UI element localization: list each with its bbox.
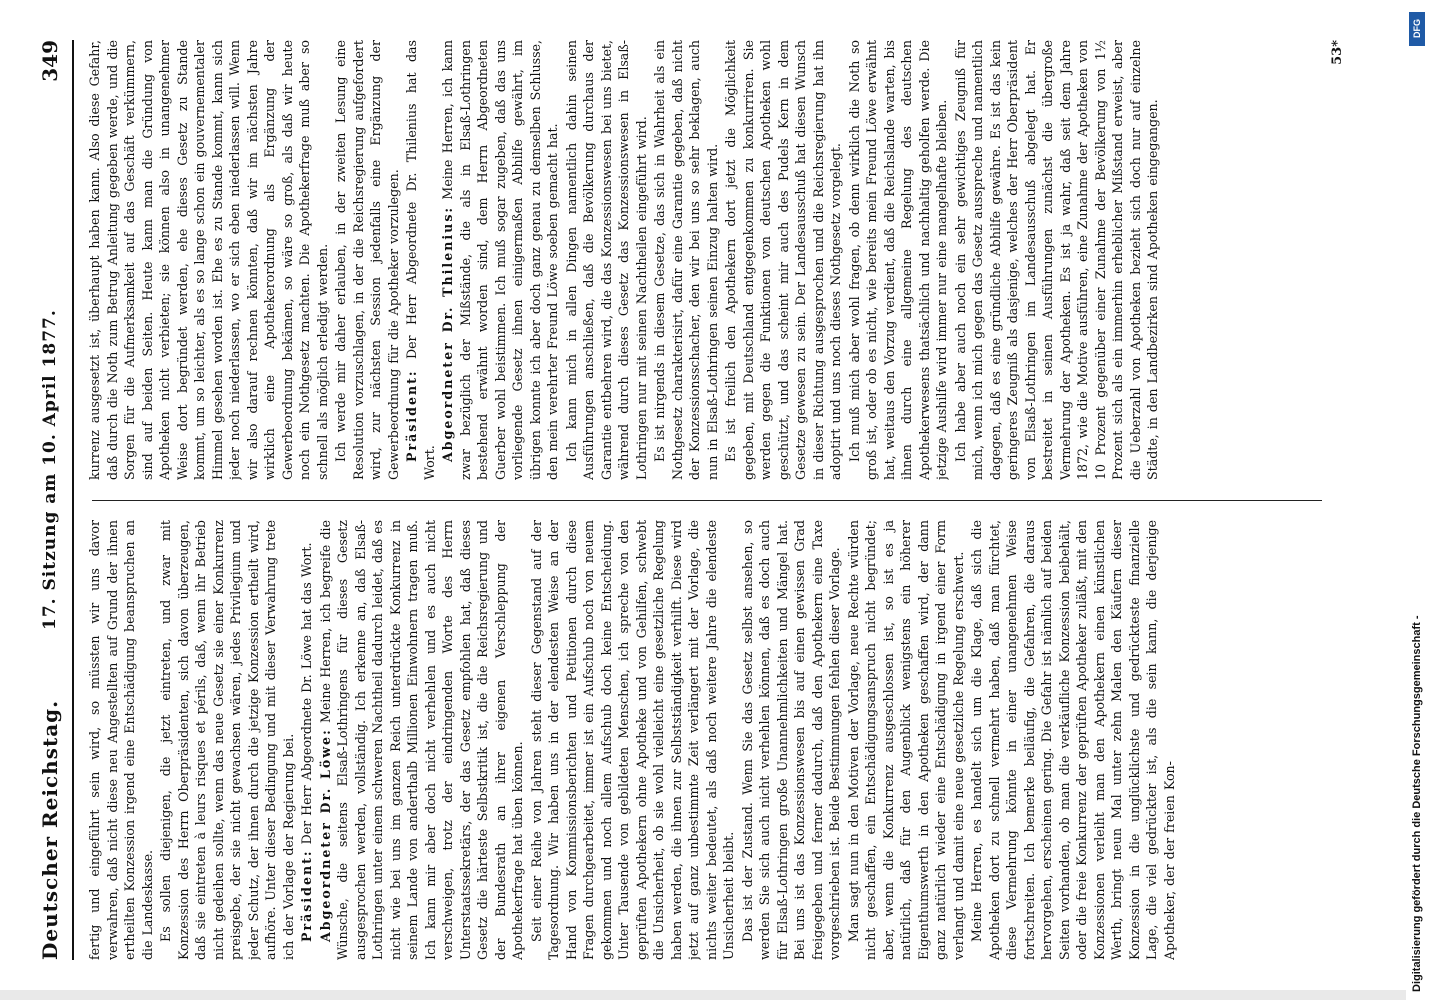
paragraph: Es ist nirgends in diesem Gesetze, das sich in Wahrheit als ein Nothgesetz charakterisirt, dafür eine Garantie gegeben, daß nicht der Konzessionsschacher, den wir bei uns so sehr beklagen, auch nun in Elsaß-Lothringen seinen Einzug halten wird. — [652, 40, 720, 480]
running-title: Deutscher Reichstag. — [38, 699, 62, 960]
scan-edge — [0, 990, 1406, 1000]
paragraph: Man sagt nun in den Motiven der Vorlage, neue Rechte würden nicht geschaffen, ein Entschädigungsanspruch nicht begründet; aber, wenn die Konkurrenz ausgeschlossen ist, so ist es ja natürlich, daß für den Augenblick wenigstens ein höherer Eigenthumswerth in den Apotheken geschaffen wird, der dann ganz natürlich wieder eine Entschädigung in irgend einer Form verlangt und damit eine neue gesetzliche Regelung erschwert. — [845, 520, 966, 960]
paragraph: kurrenz ausgesetzt ist, überhaupt haben kann. Also diese Gefahr, daß durch die Noth zum Betrug Anleitung gegeben werde, und die Sorgen für die Aufmerksamkeit auf das Geschäft verkümmern, sind auf beiden Seiten. Heute kann man die Gründung von Apotheken nicht verbieten; sie können also in unangenehmer Weise dort begründet werden, ehe dieses Gesetz zu Stande kommt, um so leichter, als es so lange schon ein gouvernementaler Himmel gesehen worden ist. Ehe es zu Stande kommt, kann sich jeder noch niederlassen, wo er sich eben niederlassen will. Wenn wir also darauf rechnen könnten, daß wir im nächsten Jahre wirklich eine Apothekerordnung als Ergänzung der Gewerbeordnung bekämen, so wäre so groß, als daß wir heute noch ein Nothgesetz machten. Die Apothekerfrage muß aber so schnell als möglich erledigt werden. — [87, 40, 330, 480]
paragraph-text: Meine Herren, ich begreife die Wünsche, die seitens Elsaß-Lothringens für dieses Gesetz ausgesprochen werden, vollständig. Ich erkenne an, daß Elsaß-Lothringen unter einem schweren Nachtheil dadurch leidet, daß es nicht wie bei uns im ganzen Reich unterdrückte Konkurrenz in seinem Lande von anderthalb Millionen Einwohnern tragen muß. Ich kann mir aber doch nicht verhehlen und es auch nicht verschweigen, trotz der eindringenden Worte des Herrn Unterstaatssekretärs, der das Gesetz empfohlen hat, daß dieses Gesetz die härteste Selbstkritik ist, die die Reichsregierung und der Bundesrath an ihrer eigenen Verschleppung der Apothekerfrage hat üben können. — [317, 520, 525, 960]
speaker-paragraph — [317, 520, 527, 960]
paragraph: Ich muß mich aber wohl fragen, ob denn wirklich die Noth so groß ist, oder ob es nicht, wie bereits mein Freund Löwe erwähnt hat, weitaus den Vorzug verdient, daß die Reichslande warten, bis ihnen durch eine allgemeine Regelung des deutschen Apothekerwesens thatsächlich und nachhaltig geholfen werde. Die jetzige Aushilfe wird immer nur eine mangelhafte bleiben. — [846, 40, 949, 480]
dfg-logo: DFG — [1409, 12, 1425, 46]
speaker-label: Abgeordneter Dr. Löwe: — [317, 728, 333, 942]
paragraph-text: Meine Herren, ich kann zwar bezüglich der Mißstände, die als in Elsaß-Lothringen bestehend erwähnt worden sind, dem Herrn Abgeordneten Guerber wohl beistimmen. Ich muß sogar zugeben, daß das uns vorliegende Gesetz ihnen einigermaßen Abhilfe gewährt, im übrigen konnte ich aber doch ganz genau zu demselben Schlusse, den mein verehrter Freund Löwe soeben gemacht hat. — [440, 40, 560, 480]
paragraph: Seit einer Reihe von Jahren steht dieser Gegenstand auf der Tagesordnung. Wir haben uns in der elendesten Weise an der Hand von Kommissionsberichten und Petitionen durch diese Fragen durchgearbeitet, immer ist ein Aufschub noch von neuem gekommen und noch allem Aufschub doch keine Entscheidung. Unter Tausende von gebildeten Menschen, ich spreche von den geprüften Apothekern ohne Apotheke und von Gehilfen, schwebt die Unsicherheit, ob sie wohl vielleicht eine gesetzliche Regelung haben werden, die ihnen zur Selbstständigkeit verhilft. Diese wird jetzt auf ganz unbestimmte Zeit verlängert mit der Vorlage, die nichts weiter bedeutet, als daß noch weitere Jahre die elendeste Unsicherheit bleibt. — [528, 520, 736, 960]
speaker-label: Abgeordneter Dr. Thilenius: — [440, 205, 455, 462]
paragraph: Es ist freilich den Apothekern dort jetzt die Möglichkeit gegeben, mit Deutschland entgegenkommen zu konkurriren. Sie werden gegen die Funktionen von deutschen Apotheken wohl geschützt, und das scheint mir auch des Pudels Kern in dem Gesetze gewesen zu sein. Der Landesausschuß hat diesen Wunsch in dieser Richtung ausgesprochen und die Reichsregierung hat ihn adoptirt und uns noch dieses Nothgesetz vorgelegt. — [723, 40, 843, 480]
paragraph: Ich kann mich in allen Dingen namentlich dahin seinen Ausführungen anschließen, daß die Bevölkerung durchaus der Garantie entbehren wird, die das Konzessionswesen bei uns bietet, während durch dieses Gesetz das Konzessionswesen in Elsaß-Lothringen nur mit seinen Nachtheilen eingeführt wird. — [563, 40, 649, 480]
digitization-credit — [1406, 6, 1428, 996]
paragraph: Das ist der Zustand. Wenn Sie das Gesetz selbst ansehen, so werden Sie sich auch nicht verhehlen können, daß es doch auch für Elsaß-Lothringen große Unannehmlichkeiten und Mängel hat. Bei uns ist das Konzessionswesen bis auf einen gewissen Grad freigegeben und ferner dadurch, daß den Apothekern eine Taxe vorgeschrieben ist. Beide Bestimmungen fehlen dieser Vorlage. — [739, 520, 842, 960]
speaker-label: Präsident: — [299, 849, 314, 942]
page-number: 349 — [38, 40, 62, 82]
session-title: 17. Sitzung am 10. April 1877. — [40, 309, 60, 630]
speaker-paragraph — [403, 40, 438, 480]
paragraph-text: Der Herr Abgeordnete Dr. Thilenius hat das Wort. — [404, 40, 437, 480]
page-header — [32, 40, 74, 960]
credit-text: Digitalisierung gefördert durch die Deutsche Forschungsgemeinschaft - — [1411, 615, 1423, 992]
paragraph: Es sollen diejenigen, die jetzt eintreten, und zwar mit Konzession des Herrn Oberpräsidenten, sich davon überzeugen, daß sie eintreten à leurs risques et périls, daß, wenn ihr Betrieb nicht gedeihen sollte, wenn das neue Gesetz sie einer Konkurrenz preisgebe, der sie nicht gewachsen wären, jedes Privilegium und jeder Schutz, der ihnen durch die jetzige Konzession ertheilt wird, aufhöre. Unter dieser Bedingung und mit dieser Verwahrung trete ich der Vorlage der Regierung bei. — [158, 520, 296, 960]
left-text-column — [86, 520, 1326, 960]
paragraph: Meine Herren, es handelt sich um die Klage, daß sich die Apotheken dort zu schnell vermehrt haben, daß man fürchtet, diese Vermehrung könnte in einer unangenehmen Weise fortschreiten. Ich bemerke beiläufig, die Gefahren, die daraus hervorgehen, erscheinen gering. Die Gefahr ist nämlich auf beiden Seiten vorhanden, ob man die verkäufliche Konzession beibehält, oder die freie Konkurrenz der geprüften Apotheker zuläßt, mit den Konzessionen verleiht man den Apothekern einen künstlichen Werth, bringt neun Mal unter zehn Malen den Käufern dieser Konzession in die unglücklichste und gedrückteste finanzielle Lage, die viel gedrückter ist, als die sein kann, die derjenige Apotheker, der der freien Kon- — [969, 520, 1177, 960]
speaker-paragraph — [298, 520, 316, 960]
paragraph: Ich habe aber auch noch ein sehr gewichtiges Zeugniß für mich, wenn ich mich gegen das Gesetz ausspreche und namentlich dagegen, daß es eine gründliche Abhilfe gewähre. Es ist das kein geringeres Zeugniß als dasjenige, welches der Herr Oberpräsident von Elsaß-Lothringen im Landesausschuß abgelegt hat. Er bestreitet in seinen Ausführungen zunächst die übergroße Vermehrung der Apotheken. Es ist ja wahr, daß seit dem Jahre 1872, wie die Motive ausführen, eine Zunahme der Apotheken von 10 Prozent gegenüber einer Zunahme der Bevölkerung von 1½ Prozent sich als ein immerhin erheblicher Mißstand erweist, aber die Ueberzahl von Apotheken bezieht sich doch nur auf einzelne Städte, in den Landbezirken sind Apotheken eingegangen. — [952, 40, 1160, 480]
speaker-label: Präsident: — [404, 369, 419, 462]
speaker-paragraph — [439, 40, 562, 480]
column-divider — [92, 500, 1322, 501]
paragraph-text: Der Herr Abgeordnete Dr. Löwe hat das Wort. — [299, 542, 314, 845]
paragraph: Ich werde mir daher erlauben, in der zweiten Lesung eine Resolution vorzuschlagen, in der die Reichsregierung aufgefordert wird, zur nächsten Session jedenfalls eine Ergänzung der Gewerbeordnung für die Apotheker vorzulegen. — [333, 40, 401, 480]
signature-mark: 53* — [1330, 40, 1345, 65]
paragraph: fertig und eingeführt sein wird, so müssten wir uns davor verwahren, daß nicht diese neu Angestellten auf Grund der ihnen ertheilten Konzession irgend eine Entschädigung beanspruchen an die Landeskasse. — [87, 520, 155, 960]
right-text-column — [86, 40, 1326, 480]
